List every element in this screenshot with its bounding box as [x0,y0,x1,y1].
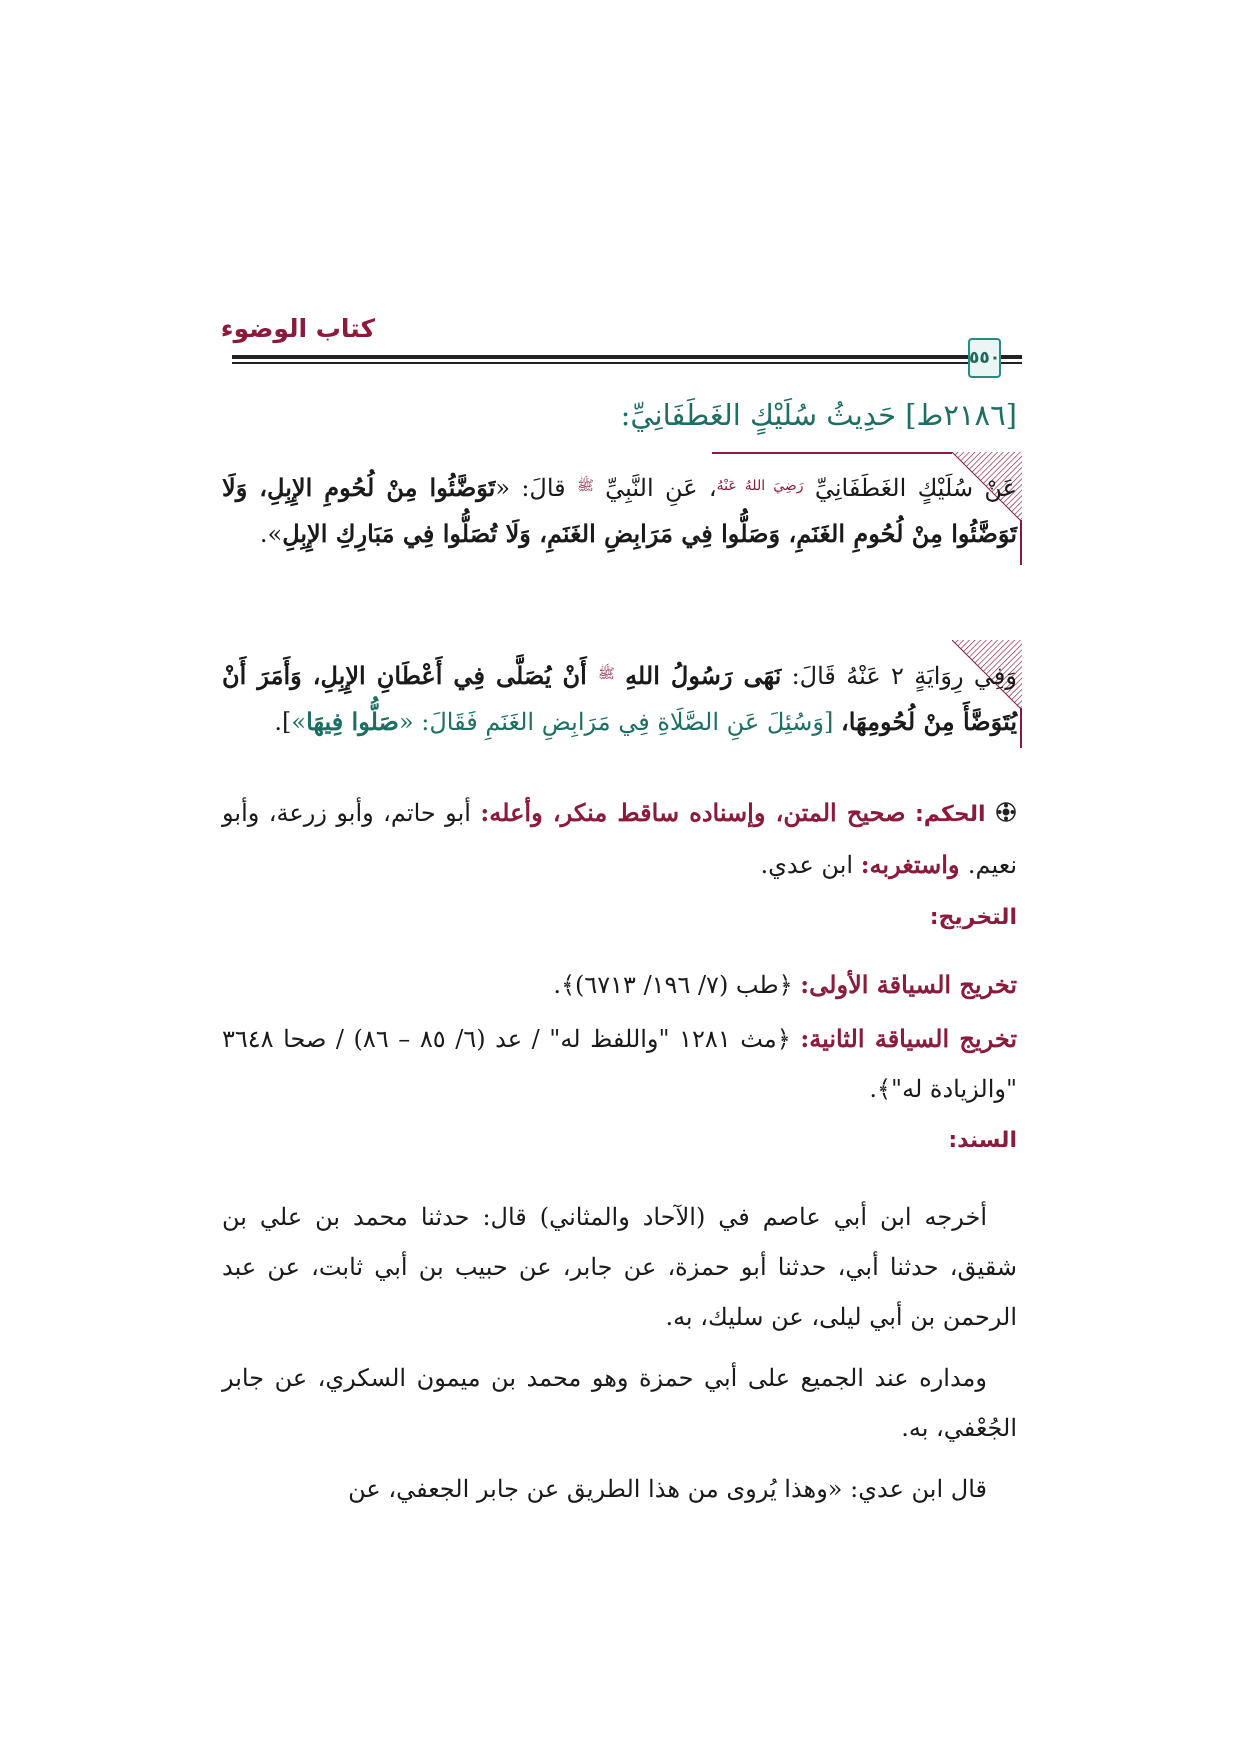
takhrij-second [222,1014,1017,1114]
matn-text: أَنْ يُصَلَّى فِي أَعْطَانِ الإِبِلِ، وَأَمَرَ أَنْ يُتَوَضَّأَ مِنْ لُحُومِهَا، [222,661,1017,736]
addition-end: ]. [274,708,292,736]
honorific-ra: رَضِيَ اللهُ عَنْهُ [716,478,804,494]
matn-text: نَهَى رَسُولُ اللهِ [625,661,782,690]
chain-text: ، عَنِ النَّبِيِّ [605,474,717,502]
sanad-paragraph-3: قال ابن عدي: «وهذا يُروى من هذا الطريق عن جابر الجعفي، عن [348,1475,987,1503]
addition-text: [وَسُئِلَ عَنِ الصَّلَاةِ فِي مَرَابِضِ الغَنَمِ فَقَالَ: « [398,708,841,736]
addition-close: » [291,708,307,736]
takhrij-second-text: ﴿مث ١٢٨١ "واللفظ له" / عد (٦/ ٨٥ – ٨٦) / صحا ٣٦٤٨ "والزيادة له"﴾. [222,1025,1017,1103]
riwaya-intro: وَفِي رِوَايَةٍ ٢ عَنْهُ قَالَ: [781,662,1017,690]
qal-text: قالَ: « [495,474,577,502]
side-rule [1020,520,1022,565]
heading-separator [712,452,952,454]
page-number: ٥٥٠ [968,348,1001,368]
header-rule-right [1001,355,1022,359]
hadith-heading [317,398,1017,432]
flower-ornament-icon [995,790,1017,840]
side-rule [1020,708,1022,748]
istighrab-label: واستغربه: [860,850,968,879]
takhrij-first [222,960,1017,1010]
takhrij-heading: التخريج: [929,905,1017,930]
hadith-number: [٢١٨٦ط] [905,398,1017,432]
narrator-text: عَنْ سُلَيْكٍ الغَطَفَانِيِّ [814,474,1017,502]
matn-close: ». [259,520,283,548]
book-title: كتاب الوضوء [220,314,375,343]
ruling-label: الحكم: [915,802,986,827]
takhrij-first-label: تخريج السياقة الأولى: [800,970,1017,999]
honorific-saw: ﷺ [576,478,594,494]
hadith-title: حَدِيثُ سُلَيْكٍ الغَطَفَانِيِّ: [620,398,896,432]
hadith-text-2 [222,651,1017,745]
header-rule-right-thin [1001,362,1022,364]
ruling-critics: أبو حاتم، وأبو زرعة، وأبو نعيم. [222,799,1017,879]
sanad-paragraph-1: أخرجه ابن أبي عاصم في (الآحاد والمثاني) قال: حدثنا محمد بن علي بن شقيق، حدثنا أبي، حدثنا أبو حمزة، عن جابر، عن حبيب بن أبي ثابت، عن عبد الرحمن بن أبي ليلى، عن سليك، به. [222,1203,1017,1331]
hadith-text-1 [222,463,1017,557]
sanad-paragraph-2: ومداره عند الجميع على أبي حمزة وهو محمد بن ميمون السكري، عن جابر الجُعْفي، به. [222,1364,1017,1442]
sanad-heading: السند: [948,1128,1017,1153]
honorific-saw: ﷺ [597,666,615,682]
istighrab-text: ابن عدي. [760,851,861,879]
header-rule [232,355,968,359]
ruling-verdict: صحيح المتن، وإسناده ساقط منكر، وأعله: [480,798,906,827]
page-number-box [968,338,1001,378]
addition-matn: صَلُّوا فِيهَا [306,707,399,736]
matn-text: تَوَضَّئُوا مِنْ لُحُومِ الإِبِلِ، وَلَا تَوَضَّئُوا مِنْ لُحُومِ الغَنَمِ، وَصَلُّوا فِي مَرَابِضِ الغَنَمِ، وَلَا تُصَلُّوا فِي مَبَارِكِ الإِبِلِ [222,473,1017,548]
takhrij-first-text: ﴿طب (٧/ ١٩٦/ ٦٧١٣)﴾. [553,971,801,999]
header-rule-thin [232,362,968,364]
ruling-paragraph [222,788,1017,890]
takhrij-second-label: تخريج السياقة الثانية: [800,1024,1017,1053]
